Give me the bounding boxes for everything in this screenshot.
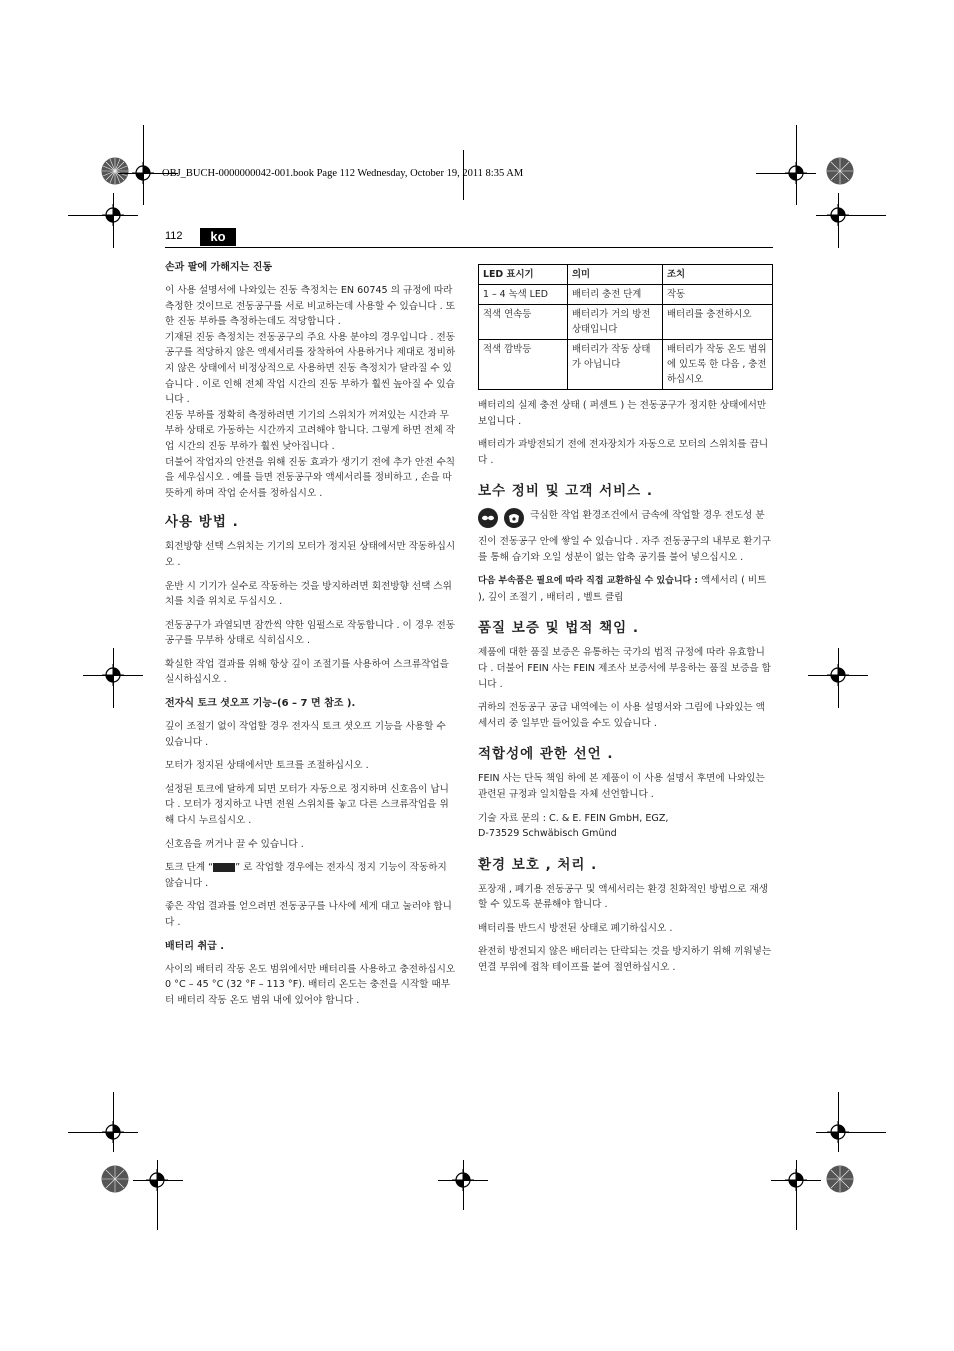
table-row <box>479 285 773 305</box>
print-slug: OBJ_BUCH-0000000042-001.book Page 112 Wednesday, October 19, 2011 8:35 AM <box>162 168 524 179</box>
language-badge: ko <box>200 228 236 246</box>
table-row <box>479 305 773 340</box>
safety-icons <box>478 508 527 534</box>
registration-target-icon <box>146 1169 168 1191</box>
registration-target-icon <box>827 1121 849 1143</box>
safety-glasses-icon <box>478 508 498 528</box>
text-fragment: ” 로 작업할 경우에는 전자식 정지 기능이 작동하지 않습니다 . <box>165 862 447 889</box>
paragraph: 모터가 정지된 상태에서만 토크를 조절하십시오 . <box>165 760 369 772</box>
text-fragment: 극심한 작업 환경조건에서 금속에 작업할 경우 전도성 분진이 전동공구 안에 쌓일 수 있습니다 . 자주 전동공구의 내부로 환기구를 통해 습기와 오일 성분이 없는 압축 공기를 불어 넣으십시오 . <box>478 510 772 563</box>
registration-rosette-icon <box>101 157 129 185</box>
table-row <box>479 340 773 390</box>
paragraph: 배터리가 과방전되기 전에 전자장치가 자동으로 모터의 스위치를 끕니다 . <box>478 439 769 466</box>
paragraph: 사이의 배터리 작동 온도 범위에서만 배터리를 사용하고 충전하십시오 0 °C – 45 °C (32 °F – 113 °F). 배터리 온도는 충전을 시작할 때부터 배터리 작동 온도 범위 내에 있어야 합니다 . <box>165 963 456 1006</box>
paragraph: 신호음을 꺼거나 끌 수 있습니다 . <box>165 838 304 850</box>
column-header: LED 표시기 <box>479 265 568 285</box>
registration-target-icon <box>785 1169 807 1191</box>
column-header: 의미 <box>568 265 663 285</box>
paragraph <box>478 573 773 605</box>
paragraph: 설정된 토크에 달하게 되면 모터가 자동으로 정지하며 신호음이 납니다 . 모터가 정지하고 나면 전원 스위치를 놓고 다른 스크류작업을 위해 다시 누르십시오 . <box>165 783 449 827</box>
section-heading-service: 보수 정비 및 고객 서비스 . <box>478 483 654 500</box>
registration-target-icon <box>102 664 124 686</box>
table-cell: 작동 <box>663 285 773 305</box>
registration-target-icon <box>785 162 807 184</box>
registration-target-icon <box>452 1169 474 1191</box>
paragraph: 제품에 대한 품질 보증은 유통하는 국가의 법적 규정에 따라 유효합니다 . 더불어 FEIN 사는 FEIN 제조사 보증서에 부응하는 품질 보증을 합니다 . <box>478 647 771 690</box>
table-cell: 배터리가 작동 온도 범위에 있도록 한 다음 , 충전하십시오 <box>663 340 773 390</box>
table-cell: 배터리 충전 단계 <box>568 285 663 305</box>
section-heading-usage: 사용 방법 . <box>165 514 239 531</box>
table-cell: 적색 깜박등 <box>479 340 568 390</box>
paragraph: 기술 자료 문의 : C. & E. FEIN GmbH, EGZ, <box>478 812 669 824</box>
paragraph: 운반 시 기기가 실수로 작동하는 것을 방지하려면 회전방향 선택 스위치를 치즐 위치로 두십시오 . <box>165 580 452 608</box>
section-heading-vibration: 손과 팔에 가해지는 진동 <box>165 262 273 273</box>
paragraph: 더불어 작업자의 안전을 위해 진동 효과가 생기기 전에 추가 안전 수칙을 세우십시오 . 예를 들면 전동공구와 액세서리를 정비하고 , 손을 따뜻하게 하며 작업 순서를 정하십시오 . <box>165 456 455 499</box>
left-column <box>165 260 458 1016</box>
paragraph: 전동공구가 과열되면 잠깐씩 약한 임펄스로 작동합니다 . 이 경우 전동공구를 무부하 상태로 식히십시오 . <box>165 619 455 647</box>
paragraph: 확실한 작업 결과를 위해 항상 깊이 조절기를 사용하여 스크류작업을 실시하십시오 . <box>165 658 449 686</box>
paragraph: 이 사용 설명서에 나와있는 진동 측정치는 EN 60745 의 규정에 따라 측정한 것이므로 전동공구를 서로 비교하는데 사용할 수 있습니다 . 또한 진동 부하를 측정하는데도 적당합니다 . <box>165 285 455 328</box>
table-cell: 배터리가 작동 상태가 아닙니다 <box>568 340 663 390</box>
table-header-row <box>479 265 773 285</box>
header-rule <box>165 247 773 248</box>
registration-target-icon <box>102 1121 124 1143</box>
paragraph: FEIN 사는 단독 책임 하에 본 제품이 이 사용 설명서 후면에 나와있는 관련된 규정과 일치함을 자체 선언합니다 . <box>478 773 765 800</box>
section-heading-battery: 배터리 취급 . <box>165 940 225 952</box>
page-number: 112 <box>165 230 183 242</box>
paragraph: 배터리를 반드시 방전된 상태로 폐기하십시오 . <box>478 922 673 934</box>
section-heading-torque: 전자식 토크 셧오프 기능–(6 – 7 면 참조 ). <box>165 698 356 710</box>
respirator-mask-icon <box>504 508 524 528</box>
right-column <box>478 264 773 984</box>
text-fragment: 토크 단계 “ <box>165 862 214 874</box>
registration-target-icon <box>132 162 154 184</box>
led-status-table <box>478 264 773 390</box>
table-cell: 1 – 4 녹색 LED <box>479 285 568 305</box>
registration-rosette-icon <box>101 1165 129 1193</box>
column-header: 조치 <box>663 265 773 285</box>
paragraph: 깊이 조절기 없이 작업할 경우 전자식 토크 셧오프 기능을 사용할 수 있습니다 . <box>165 721 446 748</box>
paragraph: 좋은 작업 결과를 얻으려면 전동공구를 나사에 세게 대고 눌러야 합니다 . <box>165 901 452 928</box>
registration-target-icon <box>827 204 849 226</box>
paragraph: 배터리의 실제 충전 상태 ( 퍼센트 ) 는 전동공구가 정지한 상태에서만 보입니다 . <box>478 400 767 427</box>
torque-step-drill-icon <box>213 863 235 872</box>
paragraph <box>478 508 773 565</box>
text-fragment: 액세서리 ( 비트 ), 깊이 조절기 , 배터리 , 벨트 클립 <box>478 575 767 603</box>
paragraph: 진동 부하를 정확히 측정하려면 기기의 스위치가 꺼져있는 시간과 무부하 상태로 가동하는 시간까지 고려해야 합니다. 그렇게 하면 전체 작업 시간의 진동 부하가 훨씬 낮아집니다 . <box>165 409 455 452</box>
section-heading-conformity: 적합성에 관한 선언 . <box>478 746 614 763</box>
text-fragment-bold: 다음 부속품은 필요에 따라 직접 교환하실 수 있습니다 : <box>478 576 698 587</box>
paragraph: 기재된 진동 측정치는 전동공구의 주요 사용 분야의 경우입니다 . 전동공구를 적당하지 않은 액세서리를 장착하여 사용하거나 제대로 정비하지 않은 상태에서 비정상적으로 사용하면 진동 측정치가 달라질 수 있습니다 . 이로 인해 전체 작업 시간의 진동 부하가 훨씬 높아질 수 있습니다 . <box>165 331 456 406</box>
section-heading-warranty: 품질 보증 및 법적 책임 . <box>478 620 639 637</box>
paragraph: D-73529 Schwäbisch Gmünd <box>478 828 617 840</box>
paragraph: 포장재 , 폐기용 전동공구 및 액세서리는 환경 친화적인 방법으로 재생할 수 있도록 분류해야 합니다 . <box>478 883 768 911</box>
paragraph: 귀하의 전동공구 공급 내역에는 이 사용 설명서와 그림에 나와있는 액세서리 중 일부만 들어있을 수도 있습니다 . <box>478 702 765 729</box>
registration-rosette-icon <box>826 157 854 185</box>
table-cell: 배터리가 거의 방전 상태입니다 <box>568 305 663 340</box>
paragraph: 완전히 방전되지 않은 배터리는 단락되는 것을 방지하기 위해 끼워넣는 연결 부위에 접착 테이프를 붙여 절연하십시오 . <box>478 946 772 974</box>
registration-rosette-icon <box>826 1165 854 1193</box>
registration-target-icon <box>102 204 124 226</box>
paragraph: 회전방향 선택 스위치는 기기의 모터가 정지된 상태에서만 작동하십시오 . <box>165 541 456 568</box>
table-cell: 적색 연속등 <box>479 305 568 340</box>
table-cell: 배터리를 충전하시오 <box>663 305 773 340</box>
section-heading-environment: 환경 보호 , 처리 . <box>478 856 598 873</box>
paragraph <box>165 860 458 891</box>
registration-target-icon <box>827 664 849 686</box>
